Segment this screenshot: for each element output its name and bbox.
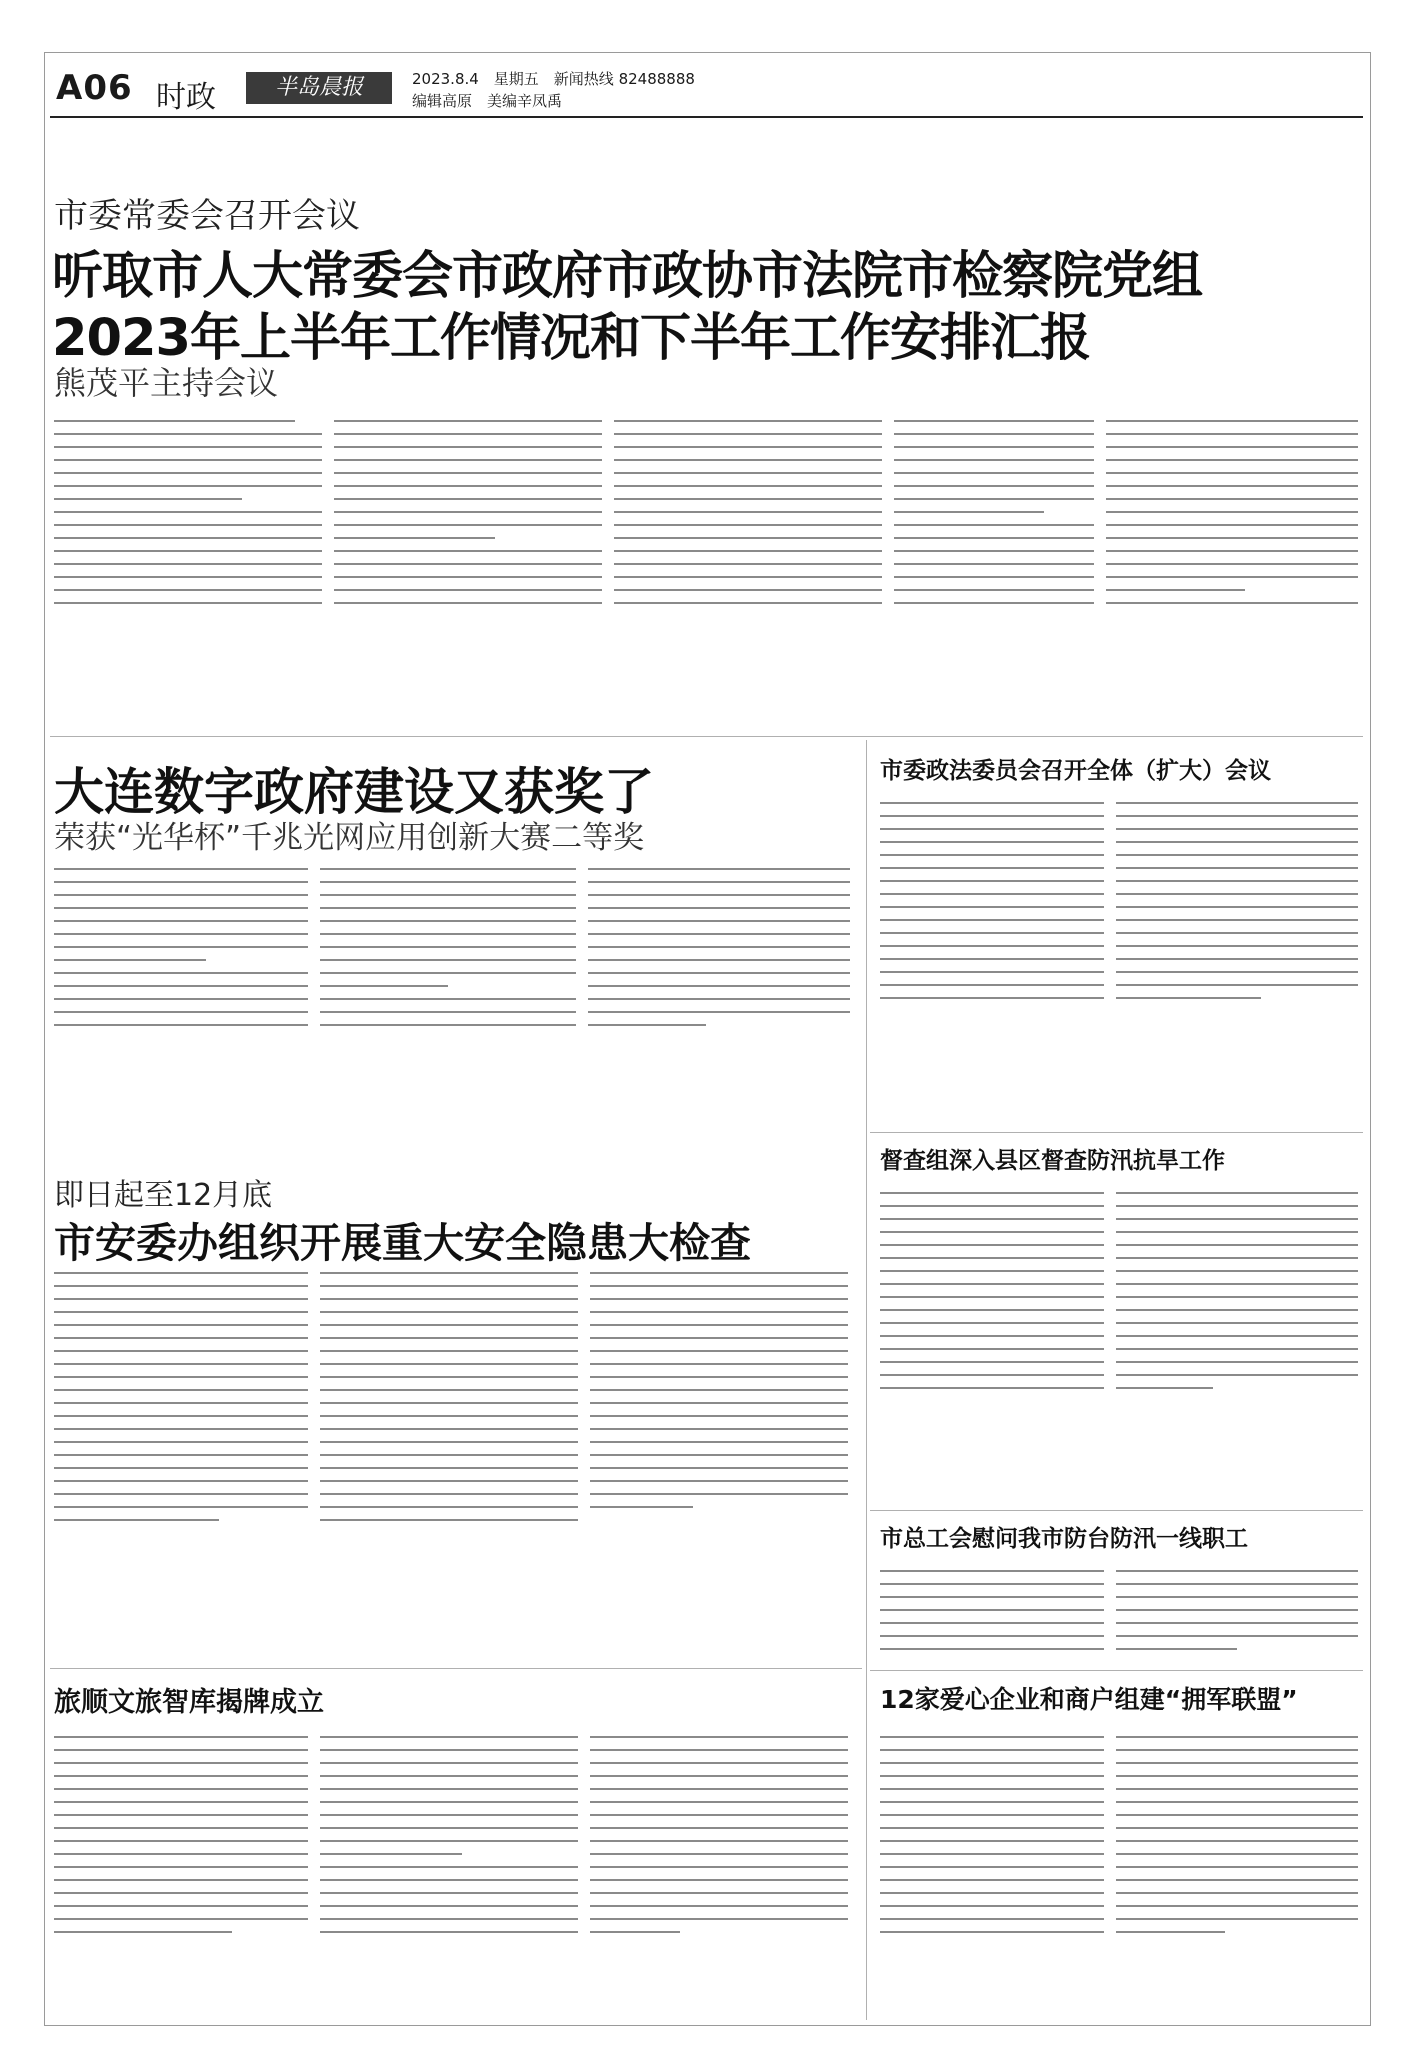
army-text-col-2 [1116, 1736, 1358, 1944]
union-text-col-1 [880, 1570, 1104, 1661]
lead-text-col-5 [1106, 420, 1358, 615]
flood-headline: 督查组深入县区督查防汛抗旱工作 [880, 1148, 1225, 1174]
lead-headline-line2: 2023年上半年工作情况和下半年工作安排汇报 [52, 309, 1090, 368]
lead-text-col-2 [334, 420, 602, 615]
union-headline: 市总工会慰问我市防台防汛一线职工 [880, 1526, 1248, 1552]
safety-text-col-1 [54, 1272, 308, 1532]
culture-text-col-2 [320, 1736, 578, 1944]
section-divider [870, 1132, 1363, 1133]
union-text-col-2 [1116, 1570, 1358, 1661]
digital-text-col-2 [320, 868, 576, 1037]
lead-text-col-4 [894, 420, 1094, 615]
safety-text-col-3 [590, 1272, 848, 1519]
page-number: A06 [56, 68, 133, 108]
army-headline: 12家爱心企业和商户组建“拥军联盟” [880, 1685, 1298, 1714]
date-line: 2023.8.4 星期五 新闻热线 82488888 [412, 70, 695, 88]
section-divider [870, 1510, 1363, 1511]
safety-text-col-2 [320, 1272, 578, 1532]
editor-line: 编辑高原 美编辛凤禹 [412, 92, 563, 110]
army-text-col-1 [880, 1736, 1104, 1944]
lead-headline-line1: 听取市人大常委会市政府市政协市法院市检察院党组 [52, 247, 1203, 306]
lead-text-col-1 [54, 420, 322, 615]
section-divider [50, 1668, 862, 1669]
digital-headline: 大连数字政府建设又获奖了 [54, 763, 654, 821]
lead-kicker: 市委常委会召开会议 [54, 196, 360, 236]
digital-text-col-1 [54, 868, 308, 1037]
digital-subline: 荣获“光华杯”千兆光网应用创新大赛二等奖 [54, 820, 645, 856]
digital-text-col-3 [588, 868, 850, 1037]
flood-text-col-2 [1116, 1192, 1358, 1400]
lead-subline: 熊茂平主持会议 [54, 364, 279, 402]
lead-text-col-3 [614, 420, 882, 615]
newspaper-logo: 半岛晨报 [246, 72, 392, 104]
safety-headline: 市安委办组织开展重大安全隐患大检查 [54, 1219, 751, 1267]
safety-kicker: 即日起至12月底 [54, 1178, 273, 1213]
section-title: 时政 [156, 80, 216, 115]
politics-text-col-2 [1116, 802, 1358, 1010]
culture-text-col-1 [54, 1736, 308, 1944]
culture-text-col-3 [590, 1736, 848, 1944]
flood-text-col-1 [880, 1192, 1104, 1400]
section-divider [870, 1670, 1363, 1671]
column-divider [866, 740, 867, 2020]
masthead [50, 60, 1363, 118]
politics-text-col-1 [880, 802, 1104, 1010]
section-divider [50, 736, 1363, 737]
politics-headline: 市委政法委员会召开全体（扩大）会议 [880, 758, 1271, 784]
culture-headline: 旅顺文旅智库揭牌成立 [54, 1687, 324, 1718]
